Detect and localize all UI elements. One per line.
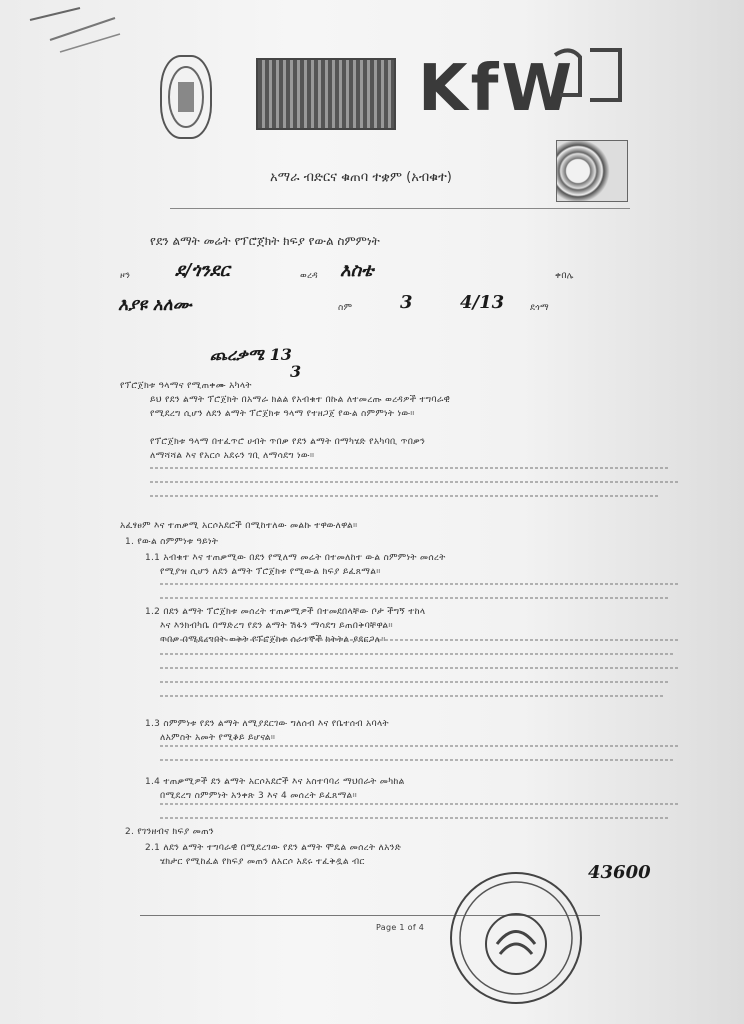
body-line: በሚደረግ ስምምነት አንቀጽ 3 እና 4 መሰረት ይፈጸማል። — [160, 791, 358, 801]
body-line: ሄክታር የሚከፈል የክፍያ መጠን ለአርሶ አደሩ ተፈቅዷል ብር — [160, 857, 365, 867]
body-line: ለማሻሻል እና የአርሶ አደሩን ገቢ ለማሳደግ ነው። — [150, 451, 315, 461]
body-line: 1.2 በደን ልማት ፕሮጀክቱ መሰረት ተጠቃሚዎች በተመደበላቸው ቦታ ችግኝ ተከላ — [145, 607, 426, 617]
account-value: ጨረቃሜ 13 — [210, 345, 292, 364]
body-line: 1.4 ተጠቃሚዎች ደን ልማት አርሶአደሮች እና አስተባባሪ ማህበራት መካከል — [145, 777, 405, 787]
zone-label: ዞን — [120, 271, 131, 281]
body-line: የፕሮጀክቱ ዓላማና የሚጠቀሙ አካላት — [120, 381, 252, 391]
org-title: አማራ ብድርና ቁጠባ ተቋም (አብቁተ) — [270, 170, 452, 185]
kebele-value: ደጎማ — [530, 303, 549, 313]
body-line: ጥበቃ በሚደረግበት ወቅት የፕሮጀክቱ ሰራተኞች ክትትል ያደርጋሉ። — [160, 635, 386, 645]
body-line: አፈፃፀም እና ተጠቃሚ አርሶአደሮች በሚከተለው መልኩ ተዋውለዋል። — [120, 521, 358, 531]
handwritten-amount: 43600 — [588, 862, 651, 883]
emblem-logo — [160, 55, 212, 139]
section-heading: 2. የገንዘብና ክፍያ መጠን — [125, 827, 214, 837]
partner-logo — [550, 45, 625, 105]
zone-value: ደ/ጎንደር — [175, 260, 230, 281]
kfw-logo: KfW — [418, 52, 576, 126]
name-value: እያዩ አለሙ — [118, 295, 192, 315]
date-value: 4/13 — [460, 292, 505, 313]
body-line: ለአምስት አመት የሚቆይ ይሆናል። — [160, 733, 276, 743]
body-line: እና እንክብካቤ በማድረግ የደን ልማት ሽፋን ማሳደግ ይጠበቅባቸዋል። — [160, 621, 393, 631]
body-line: የሚያዝ ሲሆን ለደን ልማት ፕሮጀክቱ የሚውል ክፍያ ይፈጸማል። — [160, 567, 381, 577]
name-label: ስም — [338, 303, 353, 313]
illegible-text-lines — [150, 460, 690, 850]
body-line: 2.1 ለደን ልማት ተግባራዊ በሚደረገው የደን ልማት ሞዴል መሰረት ለአንድ — [145, 843, 402, 853]
scan-marks — [20, 0, 130, 60]
page-number: Page 1 of 4 — [376, 923, 425, 932]
header-divider — [170, 208, 630, 209]
pattern-logo — [256, 58, 396, 130]
document-heading: የደን ልማት መሬት የፕሮጀክት ክፍያ የውል ስምምነት — [150, 234, 380, 248]
woreda-value: እስቴ — [340, 260, 374, 281]
account-suffix: 3 — [290, 362, 302, 381]
abt-logo — [556, 140, 628, 202]
body-line: ይህ የደን ልማት ፕሮጀክት በአማራ ክልል የአብቁተ በኩል ለተመረጡ ወረዳዎች ተግባራዊ — [150, 395, 451, 405]
section-heading: 1. የውል ስምምነቱ ዓይነት — [125, 537, 219, 547]
body-line: 1.3 ስምምነቱ የደን ልማት ለሚያደርገው ግለሰብ እና የቤተሰብ አባላት — [145, 719, 389, 729]
number-value: 3 — [400, 292, 413, 313]
kebele-label: ቀበሌ — [555, 271, 574, 281]
body-line: የፕሮጀክቱ ዓላማ በተፈጥሮ ሀብት ጥበቃ የደን ልማት በማካሄድ የአካባቢ ጥበቃን — [150, 437, 426, 447]
body-line: የሚደረግ ሲሆን ለደን ልማት ፕሮጀክቱ ዓላማ የተዘጋጀ የውል ስምምነት ነው። — [150, 409, 415, 419]
woreda-label: ወረዳ — [300, 271, 318, 281]
official-stamp — [450, 872, 582, 1004]
body-line: 1.1 አብቁተ እና ተጠቃሚው በደን የሚለማ መሬት በተመለከተ ውል ስምምነት መሰረት — [145, 553, 446, 563]
